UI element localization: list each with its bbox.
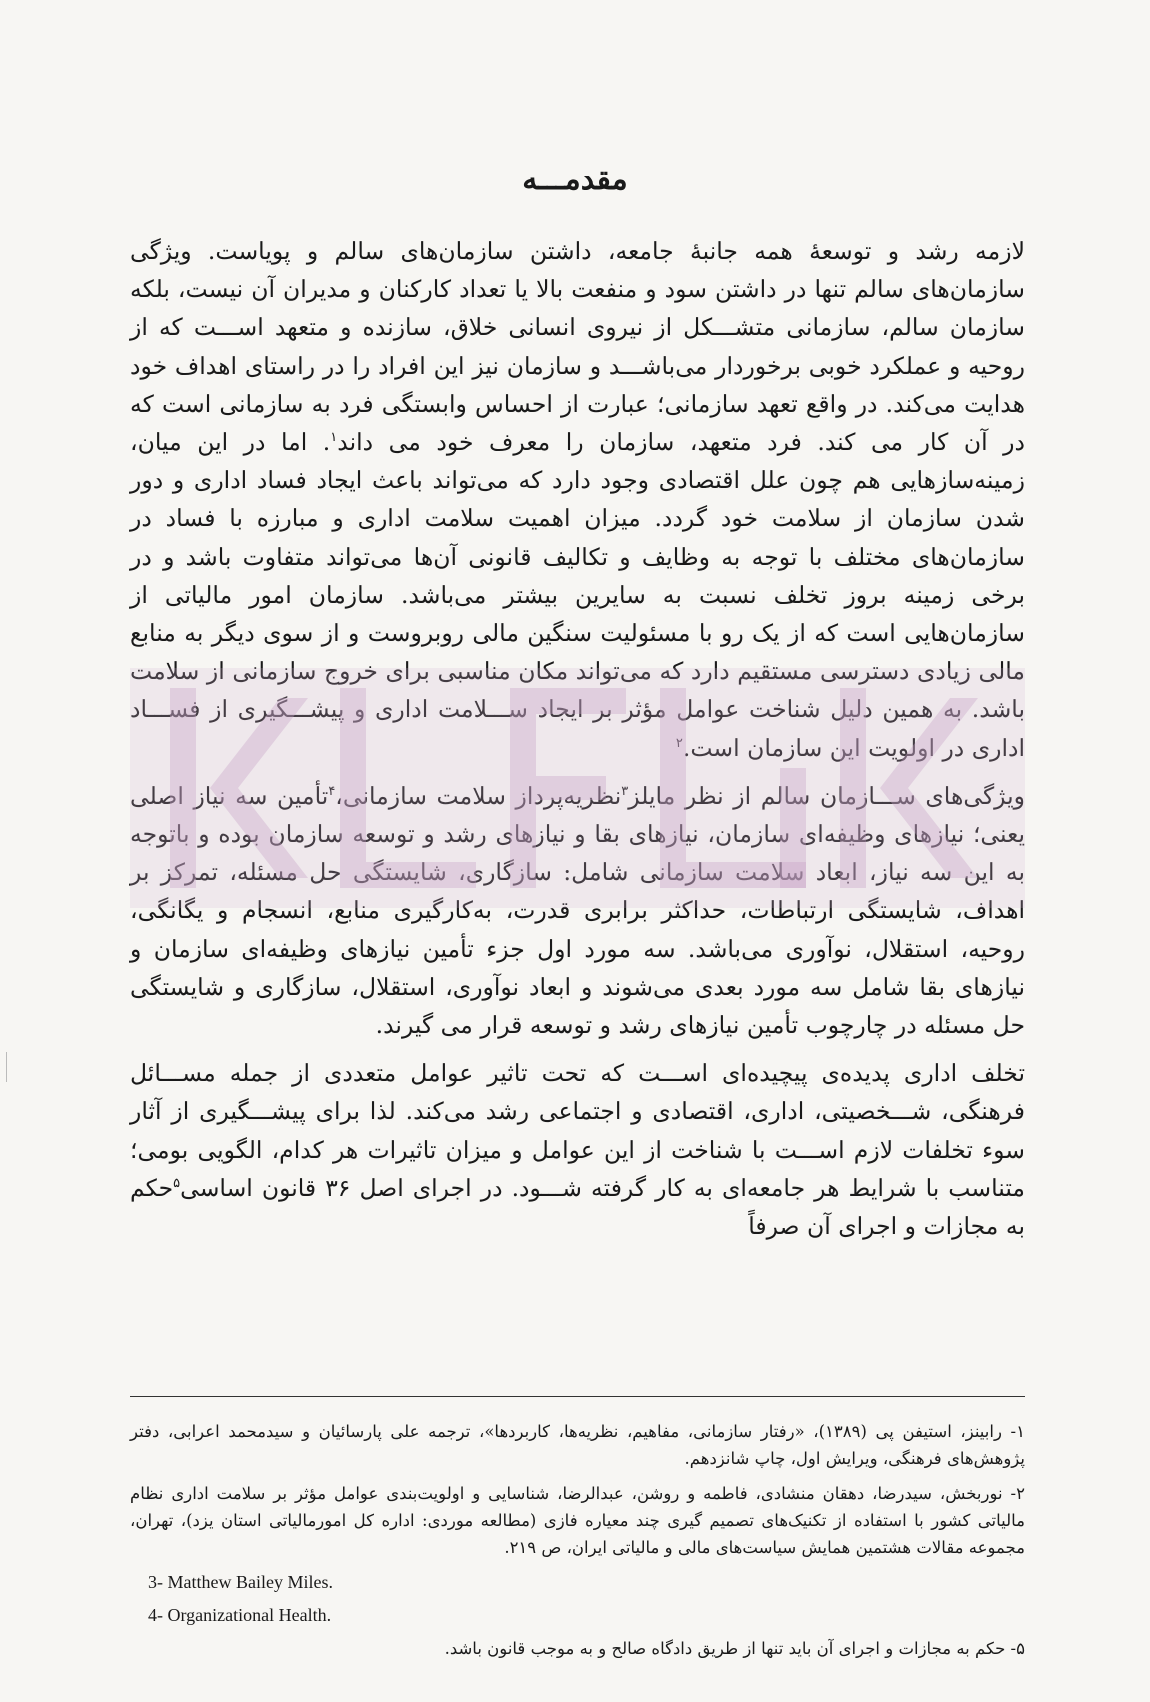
footnote-ref-2: ۲ [675,735,683,751]
footnote-1: ۱- رابینز، استیفن پی (۱۳۸۹)، «رفتار سازمانی، مفاهیم، نظریه‌ها، کاربردها»، ترجمه علی پارسائیان و سیدمحمد اعرابی، دفتر پژوهش‌های فرهنگی، ویرایش اول، چاپ شانزدهم. [130,1422,1025,1468]
paragraph-2 [130,777,1025,1044]
paragraph-3-part-a: تخلف اداری پدیده‌ی پیچیده‌ای اســـت که تحت تاثیر عوامل متعددی از جمله مســـائل فرهنگی، شـــخصیتی، اداری، اقتصادی و اجتماعی رشد می‌کند. لذا برای پیشـــگیری از آثار سوء تخلفات لازم اســـت با شناخت از این عوامل و میزان تاثیرات هر کدام، الگویی بومی؛ متناسب با شرایط هر جامعه‌ای به کار گرفته شـــود. در اجرای اصل ۳۶ قانون اساسی [130,1059,1026,1202]
scan-edge-mark [6,1052,7,1082]
footnote-2: ۲- نوربخش، سیدرضا، دهقان منشادی، فاطمه و روشن، عبدالرضا، شناسایی و اولویت‌بندی عوامل مؤثر بر سلامت اداری نظام مالیاتی کشور با استفاده از تکنیک‌های تصمیم گیری چند معیاره فازی (مطالعه موردی: اداره کل امورمالیاتی استان یزد)، تهران، مجموعه مقالات هشتمین همایش سیاست‌های مالی و مالیاتی ایران، ص ۲۱۹. [130,1484,1025,1557]
footnotes [130,1418,1025,1670]
footnote-5: ۵- حکم به مجازات و اجرای آن باید تنها از طریق دادگاه صالح و به موجب قانون باشد. [444,1639,1025,1658]
footnote-ref-3: ۳ [621,784,629,800]
footnote-ref-5: ۵ [173,1176,181,1192]
footnote-separator [130,1396,1025,1397]
paragraph-1-part-a: لازمه رشد و توسعهٔ همه جانبهٔ جامعه، داشتن سازمان‌های سالم و پویاست. ویژگی سازمان‌های سالم تنها در داشتن سود و منفعت بالا یا تعداد کارکنان و مدیران آن نیست، بلکه سازمان سالم، سازمانی متشـــکل از نیروی انسانی خلاق، سازنده و متعهد اســـت که از روحیه و عملکرد خوبی برخوردار می‌باشـــد و سازمان نیز این افراد را در راستای اهداف خود هدایت می‌کند. در واقع تعهد سازمانی؛ عبارت از احساس وابستگی فرد به سازمانی است که در آن کار می کند. فرد متعهد، سازمان را معرف خود می داند [130,237,1025,457]
page-title: مقدمـــه [522,162,628,197]
paragraph-1-part-b: . اما در این میان، زمینه‌سازهایی هم چون علل اقتصادی وجود دارد که می‌تواند باعث ایجاد فساد اداری و دور شدن سازمان از سلامت خود گردد. میزان اهمیت سلامت اداری و مبارزه با فساد در سازمان‌های مختلف با توجه به وظایف و تکالیف قانونی آن‌ها می‌تواند متفاوت باشد و در برخی زمینه بروز تخلف نسبت به سایرین بیشتر می‌باشد. سازمان امور مالیاتی از سازمان‌هایی است که از یک رو با مسئولیت سنگین مالی روبروست و از سوی دیگر به منابع مالی زیادی دسترسی مستقیم دارد که می‌تواند مکان مناسبی برای خروج سازمانی از سلامت باشد. به همین دلیل شناخت عوامل مؤثر بر ایجاد ســـلامت اداری و پیشـــگیری از فســـاد اداری در اولویت این سازمان است. [130,428,1025,762]
paragraph-2-part-a: ویژگی‌های ســـازمان سالم از نظر مایلز [628,781,1025,810]
footnote-4: 4- Organizational Health. [148,1605,332,1625]
footnote-3: 3- Matthew Bailey Miles. [148,1572,333,1592]
paragraph-2-part-c: تأمین سه نیاز اصلی یعنی؛ نیازهای وظیفه‌ای سازمان، نیازهای بقا و نیازهای رشد و توسعه سازمان بوده و باتوجه به این سه نیاز، ابعاد سلامت سازمانی شامل: سازگاری، شایستگی حل مسئله، تمرکز بر اهداف، شایستگی ارتباطات، حداکثر برابری قدرت، به‌کارگیری منابع، انسجام و یگانگی، روحیه، استقلال، نوآوری می‌باشد. سه مورد اول جزء تأمین نیازهای وظیفه‌ای سازمان و نیازهای بقا شامل سه مورد بعدی می‌شوند و ابعاد نوآوری، استقلال، سازگاری و شایستگی حل مسئله در چارچوب تأمین نیازهای رشد و توسعه قرار می گیرند. [130,781,1025,1040]
footnote-ref-1: ۱ [330,430,338,446]
main-text [130,232,1025,1255]
paragraph-1 [130,232,1025,767]
paragraph-2-part-b: نظریه‌پرداز سلامت سازمانی، [335,781,622,810]
paragraph-3-part-b: حکم به مجازات و اجرای آن صرفاً [130,1173,1025,1241]
footnote-ref-4: ۴ [328,784,336,800]
paragraph-3 [130,1054,1025,1245]
